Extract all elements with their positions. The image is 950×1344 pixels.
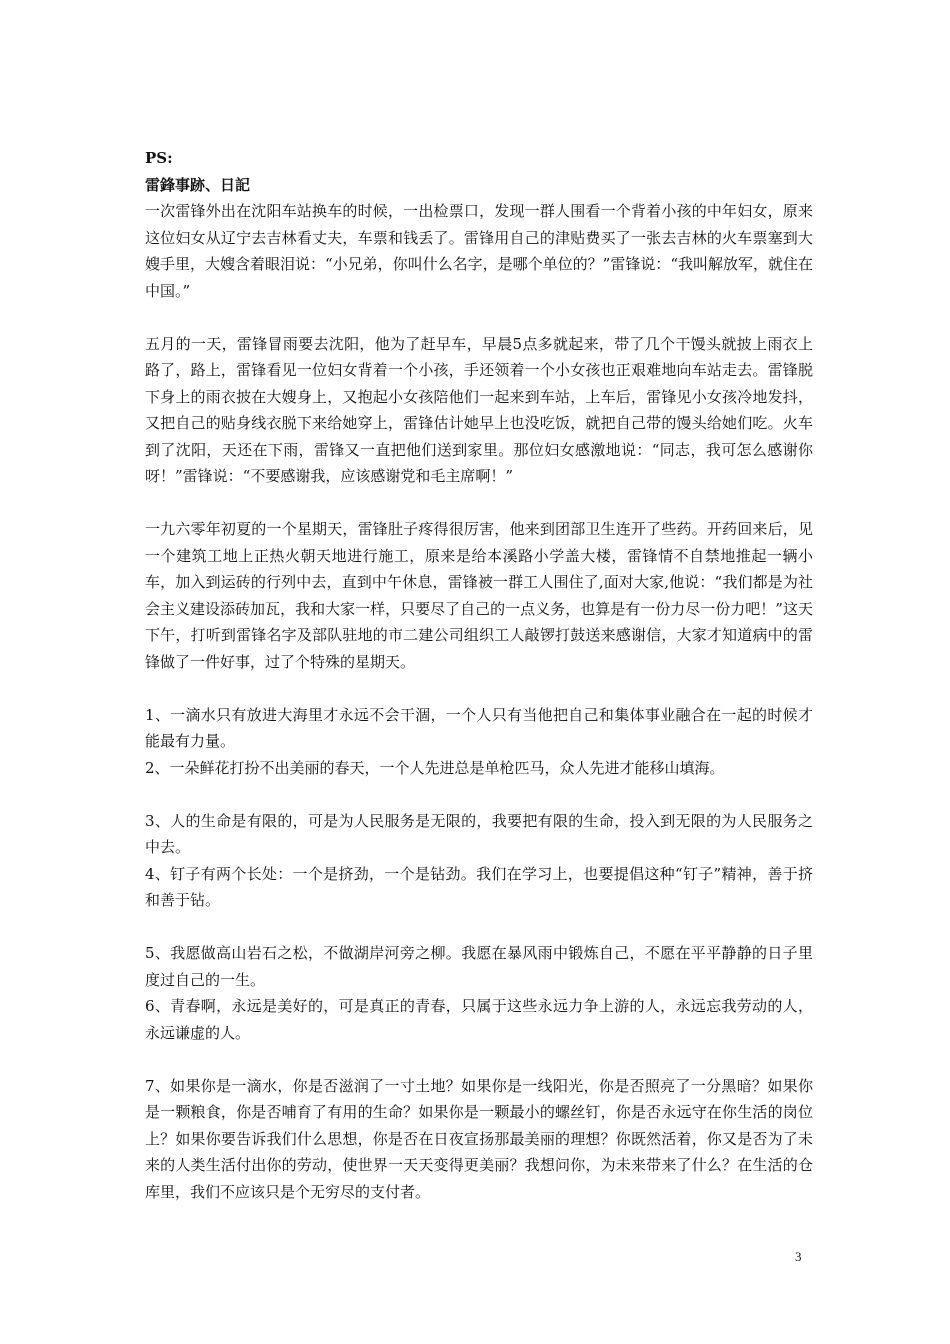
quote-item-7: 7、如果你是一滴水，你是否滋润了一寸土地？如果你是一线阳光，你是否照亮了一分黑暗？如果你是一颗粮食，你是否哺育了有用的生命？如果你是一颗最小的螺丝钉，你是否永远守在你生活的岗位上？如果你要告诉我们什么思想，你是否在日夜宣扬那最美丽的理想？你既然活着，你又是否为了未来的人类生活付出你的劳动，使世界一天天变得更美丽？我想问你，为未来带来了什么？在生活的仓库里，我们不应该只是个无穷尽的支付者。: [145, 1076, 813, 1201]
paragraph-gap: [145, 304, 813, 331]
paragraph-gap: [145, 781, 813, 808]
quote-item-1: 1、一滴水只有放进大海里才永远不会干涸，一个人只有当他把自己和集体事业融合在一起的时候才能最有力量。: [145, 705, 813, 750]
document-body: [145, 145, 813, 1205]
quote-item-5: 5、我愿做高山岩石之松，不做湖岸河旁之柳。我愿在暴风雨中锻炼自己，不愿在平平静静的日子里度过自己的一生。: [145, 944, 813, 989]
quote-item-2: 2、一朵鲜花打扮不出美丽的春天，一个人先进总是单枪匹马，众人先进才能移山填海。: [145, 758, 725, 777]
paragraph-gap: [145, 490, 813, 517]
paragraph-gap: [145, 914, 813, 941]
section-heading: 雷鋒事跡、日記: [145, 175, 251, 194]
story-paragraph-1: 一次雷锋外出在沈阳车站换车的时候，一出检票口，发现一群人围看一个背着小孩的中年妇女，原来这位妇女从辽宁去吉林看丈夫，车票和钱丢了。雷锋用自己的津贴费买了一张去吉林的火车票塞到大嫂手里，大嫂含着眼泪说：“小兄弟，你叫什么名字，是哪个单位的？”雷锋说：“我叫解放军，就住在中国。”: [145, 202, 814, 300]
quote-item-4: 4、钉子有两个长处：一个是挤劲，一个是钻劲。我们在学习上，也要提倡这种“钉子”精神，善于挤和善于钻。: [145, 864, 813, 909]
paragraph-gap: [145, 1046, 813, 1073]
paragraph-gap: [145, 675, 813, 702]
quote-item-3: 3、人的生命是有限的，可是为人民服务是无限的，我要把有限的生命，投入到无限的为人民服务之中去。: [145, 811, 813, 856]
page-number: 3: [795, 1249, 802, 1264]
story-paragraph-3: 一九六零年初夏的一个星期天，雷锋肚子疼得很厉害，他来到团部卫生连开了些药。开药回来后，见一个建筑工地上正热火朝天地进行施工，原来是给本溪路小学盖大楼，雷锋情不自禁地推起一辆小车，加入到运砖的行列中去，直到中午休息，雷锋被一群工人围住了,面对大家,他说：“我们都是为社会主义建设添砖加瓦，我和大家一样，只要尽了自己的一点义务，也算是有一份力尽一份力吧！”这天下午，打听到雷锋名字及部队驻地的市二建公司组织工人敲锣打鼓送来感谢信，大家才知道病中的雷锋做了一件好事，过了个特殊的星期天。: [145, 520, 813, 671]
quote-item-6: 6、青春啊，永远是美好的，可是真正的青春，只属于这些永远力争上游的人，永远忘我劳动的人，永远谦虚的人。: [145, 997, 813, 1042]
story-paragraph-2: 五月的一天，雷锋冒雨要去沈阳，他为了赶早车，早晨5点多就起来，带了几个干馒头就披上雨衣上路了，路上，雷锋看见一位妇女背着一个小孩，手还领着一个小女孩也正艰难地向车站走去。雷锋脱下身上的雨衣披在大嫂身上，又抱起小女孩陪他们一起来到车站，上车后，雷锋见小女孩冷地发抖，又把自己的贴身线衣脱下来给她穿上，雷锋估计她早上也没吃饭，就把自己带的馒头给她们吃。火车到了沈阳，天还在下雨，雷锋又一直把他们送到家里。那位妇女感激地说：“同志，我可怎么感谢你呀！”雷锋说：“不要感谢我，应该感谢党和毛主席啊！”: [145, 334, 813, 485]
ps-label: PS:: [145, 149, 173, 167]
